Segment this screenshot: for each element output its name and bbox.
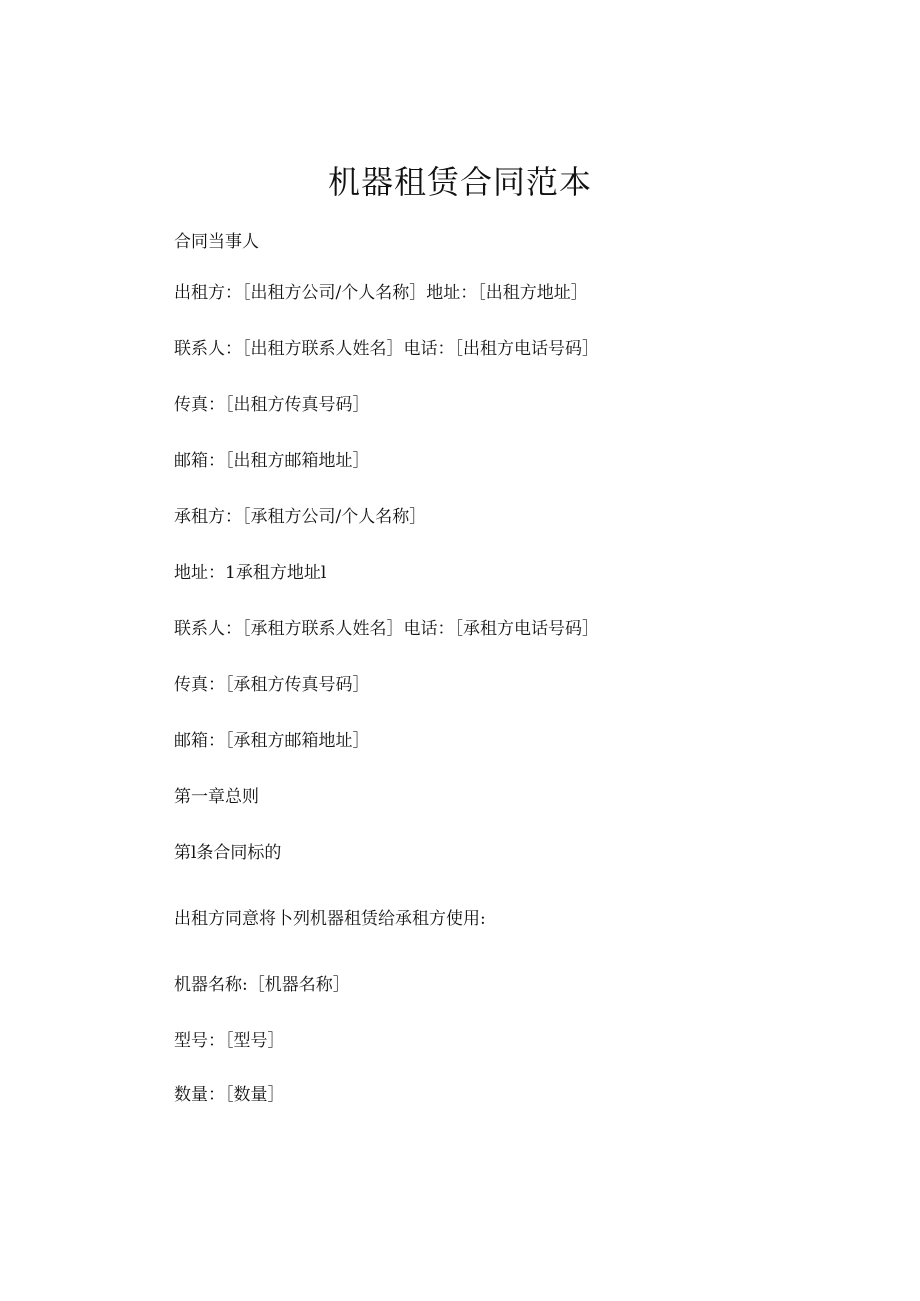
lessee-contact-phone-line: 联系人：［承租方联系人姓名］电话：［承租方电话号码］ (174, 619, 599, 639)
lessor-contact-phone-line: 联系人：［出租方联系人姓名］电话：［出租方电话号码］ (174, 339, 599, 359)
lessor-fax-line: 传真：［出租方传真号码］ (174, 395, 370, 415)
section-heading-parties: 合同当事人 (174, 232, 259, 252)
machine-name-line: 机器名称:［机器名称］ (174, 975, 350, 995)
lessee-fax-line: 传真：［承租方传真号码］ (174, 675, 370, 695)
document-title: 机器租赁合同范本 (327, 163, 592, 201)
lessee-email-line: 邮箱：［承租方邮箱地址］ (174, 731, 370, 751)
machine-model-line: 型号：［型号］ (174, 1031, 285, 1051)
lessee-address-line: 地址：1承租方地址l (174, 563, 327, 583)
article-heading: 第l条合同标的 (174, 843, 282, 863)
lease-statement: 出租方同意将卜列机器租赁给承租方使用: (174, 909, 486, 929)
chapter-heading: 第一章总则 (174, 787, 259, 807)
machine-quantity-line: 数量：［数量］ (174, 1085, 285, 1105)
lessee-name-line: 承租方：［承租方公司/个人名称］ (174, 507, 427, 527)
lessor-name-address-line: 出租方：［出租方公司/个人名称］地址：［出租方地址］ (174, 283, 588, 303)
lessor-email-line: 邮箱：［出租方邮箱地址］ (174, 451, 370, 471)
